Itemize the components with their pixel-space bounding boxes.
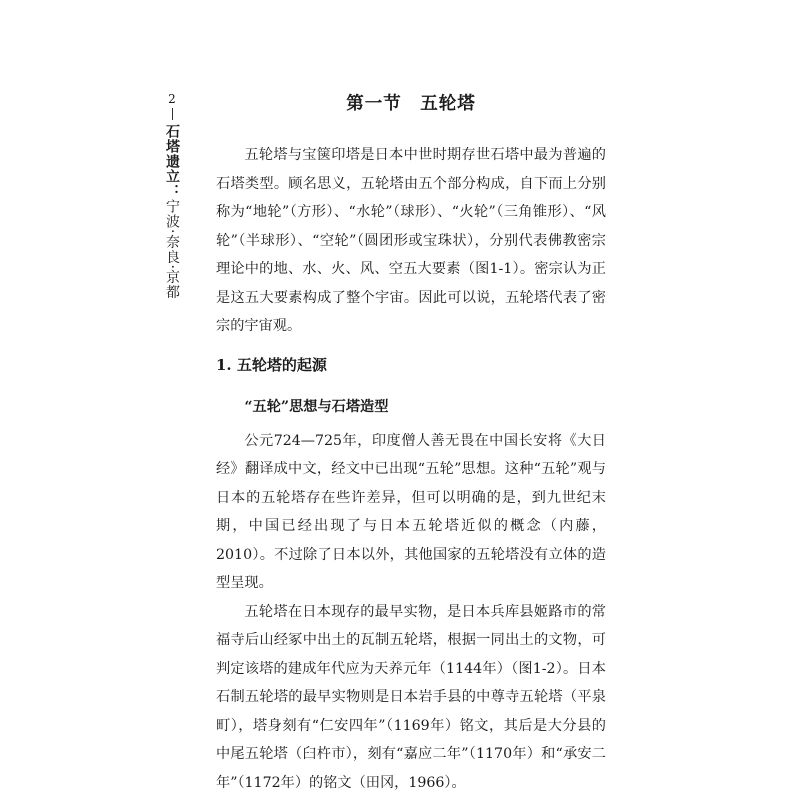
header-rule xyxy=(172,108,173,120)
running-header xyxy=(160,92,184,300)
page-number: 2 xyxy=(168,92,176,106)
page-body xyxy=(216,90,606,797)
body-paragraph: 公元724—725年，印度僧人善无畏在中国长安将《大日经》翻译成中文，经文中已出现“五轮”思想。这种“五轮”观与日本的五轮塔存在些许差异，但可以明确的是，到九世纪末期，中国已经出现了与日本五轮塔近似的概念（内藤，2010）。不过除了日本以外，其他国家的五轮塔没有立体的造型呈现。 xyxy=(216,432,606,591)
subsection-subheading: “五轮”思想与石塔造型 xyxy=(244,398,389,415)
book-title-main: 石塔遗立： xyxy=(164,124,180,199)
intro-paragraph: 五轮塔与宝箧印塔是日本中世时期存世石塔中最为普遍的石塔类型。顾名思义，五轮塔由五个部分构成，自下而上分别称为“地轮”（方形）、“水轮”（球形）、“火轮”（三角锥形）、“风轮”（半球形）、“空轮”（圆团形或宝珠状），分别代表佛教密宗理论中的地、水、火、风、空五大要素（图1-1）。密宗认为正是这五大要素构成了整个宇宙。因此可以说，五轮塔代表了密宗的宇宙观。 xyxy=(216,147,606,334)
book-title-sub: 宁波·奈良·京都 xyxy=(164,199,180,300)
subsection-heading: 1. 五轮塔的起源 xyxy=(216,355,327,374)
book-title xyxy=(163,124,181,300)
section-title: 第一节 五轮塔 xyxy=(346,94,476,114)
body-paragraph: 五轮塔在日本现存的最早实物，是日本兵库县姬路市的常福寺后山经冢中出土的瓦制五轮塔，根据一同出土的文物，可判定该塔的建成年代应为天养元年（1144年）（图1-2）。日本石制五轮塔的最早实物则是日本岩手县的中尊寺五轮塔（平泉町），塔身刻有“仁安四年”（1169年）铭文，其后是大分县的中尾五轮塔（臼杵市），刻有“嘉应二年”（1170年）和“承安二年”（1172年）的铭文（田冈，1966）。 xyxy=(216,603,606,791)
